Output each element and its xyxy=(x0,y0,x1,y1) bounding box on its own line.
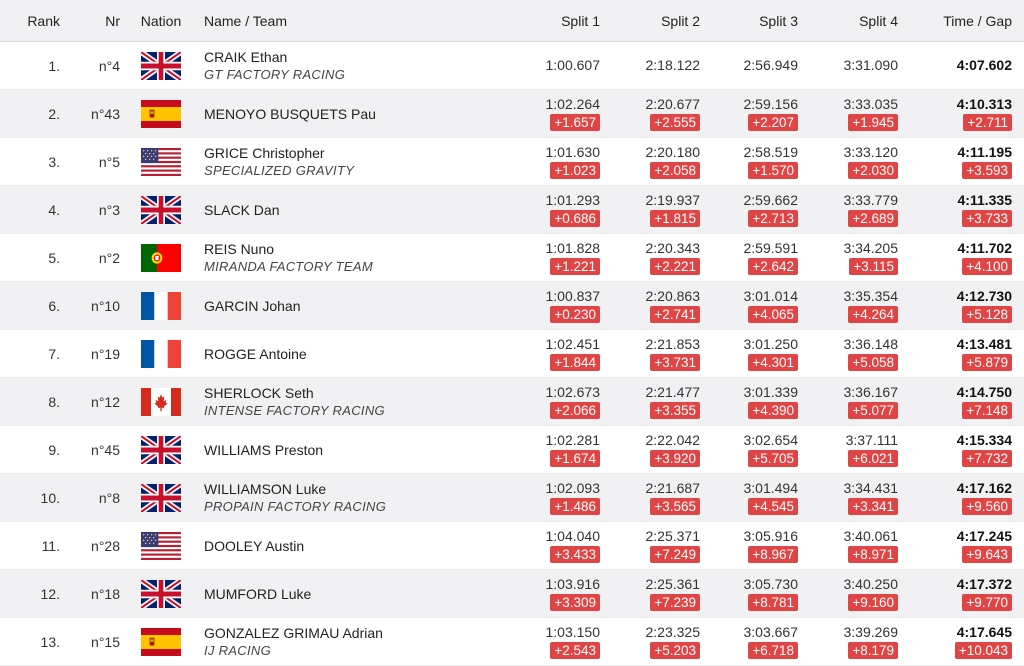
total-time-gap xyxy=(916,330,1012,377)
split-2 xyxy=(618,570,700,617)
rider-name[interactable]: GARCIN Johan xyxy=(204,297,301,314)
team-name[interactable]: PROPAIN FACTORY RACING xyxy=(204,498,387,514)
team-name[interactable]: GT FACTORY RACING xyxy=(204,66,346,82)
split-2-gap: +2.058 xyxy=(650,162,700,179)
split-2-gap: +3.565 xyxy=(650,498,700,515)
canada-flag-icon xyxy=(132,378,190,425)
team-name[interactable]: SPECIALIZED GRAVITY xyxy=(204,162,355,178)
split-3 xyxy=(716,618,798,665)
table-row[interactable] xyxy=(0,90,1024,138)
split-2 xyxy=(618,90,700,137)
split-4-time: 3:33.120 xyxy=(843,144,898,160)
split-3-gap: +5.705 xyxy=(748,450,798,467)
split-4-time: 3:39.269 xyxy=(843,624,898,640)
table-row[interactable] xyxy=(0,378,1024,426)
total-time-gap xyxy=(916,570,1012,617)
split-2 xyxy=(618,282,700,329)
split-4 xyxy=(814,330,898,377)
total-time: 4:14.750 xyxy=(956,384,1012,400)
split-4-gap: +2.689 xyxy=(848,210,898,227)
table-row[interactable] xyxy=(0,330,1024,378)
bib-number: n°4 xyxy=(98,57,120,74)
table-row[interactable] xyxy=(0,522,1024,570)
split-3-gap: +2.207 xyxy=(748,114,798,131)
total-time: 4:11.335 xyxy=(957,192,1012,208)
split-2-gap: +7.239 xyxy=(650,594,700,611)
split-4-gap: +5.058 xyxy=(848,354,898,371)
split-3-time: 2:59.662 xyxy=(743,192,798,208)
split-1-time: 1:01.293 xyxy=(545,192,600,208)
split-4-time: 3:34.205 xyxy=(843,240,898,256)
table-body xyxy=(0,42,1024,666)
total-gap: +2.711 xyxy=(963,114,1012,131)
split-1 xyxy=(520,618,600,665)
bib-number: n°10 xyxy=(91,297,120,314)
split-2-time: 2:21.853 xyxy=(645,336,700,352)
rank: 10. xyxy=(40,489,60,506)
split-1-time: 1:01.828 xyxy=(545,240,600,256)
rank: 7. xyxy=(48,345,60,362)
total-time-gap xyxy=(916,426,1012,473)
rank: 5. xyxy=(48,249,60,266)
rider-name[interactable]: SLACK Dan xyxy=(204,201,280,218)
split-1 xyxy=(520,330,600,377)
bib-number: n°18 xyxy=(91,585,120,602)
rider-name[interactable]: DOOLEY Austin xyxy=(204,537,305,554)
split-2-gap: +2.555 xyxy=(650,114,700,131)
split-3 xyxy=(716,570,798,617)
name-team xyxy=(204,42,524,89)
total-gap: +7.148 xyxy=(962,402,1012,419)
uk-flag-icon xyxy=(132,186,190,233)
bib-number: n°5 xyxy=(98,153,120,170)
total-time-gap xyxy=(916,522,1012,569)
header-split-4[interactable]: Split 4 xyxy=(859,12,898,29)
split-1-time: 1:03.150 xyxy=(545,624,600,640)
split-3 xyxy=(716,90,798,137)
split-4-gap: +6.021 xyxy=(848,450,898,467)
name-team xyxy=(204,234,524,281)
split-3 xyxy=(716,474,798,521)
rank: 8. xyxy=(48,393,60,410)
total-gap: +3.593 xyxy=(962,162,1012,179)
rank: 3. xyxy=(48,153,60,170)
split-4-gap: +8.971 xyxy=(848,546,898,563)
split-1 xyxy=(520,234,600,281)
split-1-gap: +2.066 xyxy=(550,402,600,419)
split-1-time: 1:03.916 xyxy=(545,576,600,592)
split-3 xyxy=(716,186,798,233)
split-2-gap: +5.203 xyxy=(650,642,700,659)
bib-number: n°28 xyxy=(91,537,120,554)
bib-number: n°45 xyxy=(91,441,120,458)
name-team xyxy=(204,474,524,521)
split-4 xyxy=(814,522,898,569)
spain-flag-icon xyxy=(132,618,190,665)
rider-name[interactable]: WILLIAMS Preston xyxy=(204,441,324,458)
split-4 xyxy=(814,138,898,185)
split-2-time: 2:25.371 xyxy=(645,528,700,544)
name-team xyxy=(204,90,524,137)
split-2 xyxy=(618,426,700,473)
name-team xyxy=(204,378,524,425)
split-4-gap: +4.264 xyxy=(848,306,898,323)
split-3-time: 3:01.014 xyxy=(743,288,798,304)
split-2 xyxy=(618,618,700,665)
split-1 xyxy=(520,522,600,569)
split-4-gap: +3.115 xyxy=(849,258,898,275)
rank: 4. xyxy=(48,201,60,218)
split-1-gap: +1.023 xyxy=(550,162,600,179)
split-3 xyxy=(716,282,798,329)
split-2 xyxy=(618,234,700,281)
total-time-gap xyxy=(916,186,1012,233)
split-1-time: 1:02.093 xyxy=(545,480,600,496)
split-2-gap: +2.221 xyxy=(650,258,700,275)
split-1-gap: +0.230 xyxy=(550,306,600,323)
split-1-time: 1:02.281 xyxy=(545,432,600,448)
split-4-gap: +9.160 xyxy=(848,594,898,611)
name-team xyxy=(204,426,524,473)
split-1-gap: +3.433 xyxy=(550,546,600,563)
split-1-gap: +1.221 xyxy=(550,258,600,275)
total-time: 4:12.730 xyxy=(956,288,1012,304)
total-gap: +3.733 xyxy=(962,210,1012,227)
bib-number: n°3 xyxy=(98,201,120,218)
split-1-time: 1:04.040 xyxy=(545,528,600,544)
split-2-time: 2:23.325 xyxy=(645,624,700,640)
split-3-gap: +6.718 xyxy=(748,642,798,659)
split-2-time: 2:18.122 xyxy=(645,57,700,73)
table-row[interactable] xyxy=(0,138,1024,186)
name-team xyxy=(204,570,524,617)
split-4 xyxy=(814,42,898,89)
name-team xyxy=(204,138,524,185)
split-3-time: 3:01.250 xyxy=(743,336,798,352)
total-time-gap xyxy=(916,618,1012,665)
split-1-gap: +1.674 xyxy=(550,450,600,467)
rank: 11. xyxy=(41,537,60,554)
split-2-time: 2:20.343 xyxy=(645,240,700,256)
table-row[interactable] xyxy=(0,474,1024,522)
total-time-gap xyxy=(916,234,1012,281)
split-3-gap: +2.642 xyxy=(748,258,798,275)
header-nation[interactable]: Nation xyxy=(140,12,182,29)
rider-name[interactable]: REIS Nuno xyxy=(204,240,275,257)
total-time: 4:15.334 xyxy=(956,432,1012,448)
split-4-time: 3:31.090 xyxy=(843,57,898,73)
split-2-gap: +7.249 xyxy=(650,546,700,563)
split-1-time: 1:02.264 xyxy=(545,96,600,112)
table-row[interactable] xyxy=(0,282,1024,330)
spain-flag-icon xyxy=(132,90,190,137)
header-rank[interactable]: Rank xyxy=(27,12,60,29)
rank: 12. xyxy=(40,585,60,602)
usa-flag-icon xyxy=(132,138,190,185)
split-2-gap: +1.815 xyxy=(650,210,700,227)
rider-name[interactable]: SHERLOCK Seth xyxy=(204,384,314,401)
split-4 xyxy=(814,618,898,665)
split-3-time: 3:01.339 xyxy=(743,384,798,400)
rider-name[interactable]: GONZALEZ GRIMAU Adrian xyxy=(204,624,383,641)
split-4 xyxy=(814,186,898,233)
split-3-gap: +4.545 xyxy=(748,498,798,515)
rank: 2. xyxy=(48,105,60,122)
table-header xyxy=(0,0,1024,42)
rank: 9. xyxy=(48,441,60,458)
split-2-time: 2:21.477 xyxy=(645,384,700,400)
split-3-time: 3:02.654 xyxy=(743,432,798,448)
split-3 xyxy=(716,426,798,473)
uk-flag-icon xyxy=(132,570,190,617)
name-team xyxy=(204,186,524,233)
split-2-time: 2:20.863 xyxy=(645,288,700,304)
total-time: 4:11.702 xyxy=(957,240,1012,256)
total-gap: +5.128 xyxy=(962,306,1012,323)
rider-name[interactable]: GRICE Christopher xyxy=(204,144,325,161)
split-3 xyxy=(716,378,798,425)
split-1-time: 1:00.837 xyxy=(545,288,600,304)
split-2-time: 2:19.937 xyxy=(645,192,700,208)
uk-flag-icon xyxy=(132,42,190,89)
table-row[interactable] xyxy=(0,426,1024,474)
split-2-gap: +3.355 xyxy=(650,402,700,419)
uk-flag-icon xyxy=(132,474,190,521)
rank: 13. xyxy=(40,633,60,650)
split-4-gap: +3.341 xyxy=(848,498,898,515)
split-2 xyxy=(618,186,700,233)
total-time-gap xyxy=(916,474,1012,521)
table-row[interactable] xyxy=(0,618,1024,666)
total-time-gap xyxy=(916,378,1012,425)
split-2-time: 2:22.042 xyxy=(645,432,700,448)
header-nr[interactable]: Nr xyxy=(105,12,120,29)
split-1 xyxy=(520,282,600,329)
bib-number: n°12 xyxy=(91,393,120,410)
split-4 xyxy=(814,282,898,329)
split-1-gap: +2.543 xyxy=(550,642,600,659)
rider-name[interactable]: CRAIK Ethan xyxy=(204,48,288,65)
split-4 xyxy=(814,570,898,617)
split-1-time: 1:02.673 xyxy=(545,384,600,400)
total-time: 4:17.372 xyxy=(956,576,1012,592)
split-2 xyxy=(618,378,700,425)
portugal-flag-icon xyxy=(132,234,190,281)
name-team xyxy=(204,330,524,377)
bib-number: n°15 xyxy=(91,633,120,650)
uk-flag-icon xyxy=(132,426,190,473)
split-2-time: 2:25.361 xyxy=(645,576,700,592)
header-time-gap[interactable]: Time / Gap xyxy=(943,12,1012,29)
name-team xyxy=(204,618,524,665)
split-1-time: 1:00.607 xyxy=(545,57,600,73)
split-4-time: 3:35.354 xyxy=(843,288,898,304)
split-3-gap: +4.390 xyxy=(748,402,798,419)
split-3-gap: +8.967 xyxy=(748,546,798,563)
split-3 xyxy=(716,522,798,569)
split-2-gap: +3.920 xyxy=(650,450,700,467)
total-time: 4:11.195 xyxy=(957,144,1012,160)
total-time-gap xyxy=(916,42,1012,89)
split-1 xyxy=(520,90,600,137)
split-1-gap: +3.309 xyxy=(550,594,600,611)
split-3 xyxy=(716,138,798,185)
header-name-team[interactable]: Name / Team xyxy=(204,12,287,29)
bib-number: n°43 xyxy=(91,105,120,122)
split-4-gap: +5.077 xyxy=(848,402,898,419)
total-time: 4:17.245 xyxy=(956,528,1012,544)
total-gap: +4.100 xyxy=(962,258,1012,275)
split-4-time: 3:37.111 xyxy=(845,432,898,448)
split-4 xyxy=(814,426,898,473)
split-4 xyxy=(814,378,898,425)
france-flag-icon xyxy=(132,282,190,329)
split-1 xyxy=(520,186,600,233)
rider-name[interactable]: WILLIAMSON Luke xyxy=(204,480,327,497)
table-row[interactable] xyxy=(0,234,1024,282)
split-2 xyxy=(618,474,700,521)
split-2 xyxy=(618,330,700,377)
table-row[interactable] xyxy=(0,42,1024,90)
table-row[interactable] xyxy=(0,570,1024,618)
rider-name[interactable]: MUMFORD Luke xyxy=(204,585,312,602)
rider-name[interactable]: ROGGE Antoine xyxy=(204,345,307,362)
split-1-time: 1:02.451 xyxy=(545,336,600,352)
total-gap: +5.879 xyxy=(962,354,1012,371)
split-2-gap: +3.731 xyxy=(650,354,700,371)
split-4 xyxy=(814,90,898,137)
split-4-time: 3:36.148 xyxy=(843,336,898,352)
split-3-time: 3:01.494 xyxy=(743,480,798,496)
split-1 xyxy=(520,474,600,521)
table-row[interactable] xyxy=(0,186,1024,234)
split-4-time: 3:40.061 xyxy=(843,528,898,544)
total-time: 4:10.313 xyxy=(956,96,1012,112)
split-4 xyxy=(814,474,898,521)
header-split-1[interactable]: Split 1 xyxy=(561,12,600,29)
split-4-time: 3:36.167 xyxy=(843,384,898,400)
split-3-time: 2:59.591 xyxy=(743,240,798,256)
split-3-gap: +1.570 xyxy=(748,162,798,179)
total-time-gap xyxy=(916,90,1012,137)
split-2 xyxy=(618,522,700,569)
total-time: 4:17.162 xyxy=(956,480,1012,496)
split-2 xyxy=(618,138,700,185)
split-1-gap: +1.657 xyxy=(550,114,600,131)
split-4-time: 3:33.035 xyxy=(843,96,898,112)
split-4-gap: +1.945 xyxy=(848,114,898,131)
split-1-gap: +1.486 xyxy=(550,498,600,515)
total-time: 4:13.481 xyxy=(956,336,1012,352)
split-3-time: 3:05.916 xyxy=(743,528,798,544)
split-1 xyxy=(520,426,600,473)
total-gap: +7.732 xyxy=(962,450,1012,467)
usa-flag-icon xyxy=(132,522,190,569)
split-3-gap: +4.301 xyxy=(748,354,798,371)
split-2 xyxy=(618,42,700,89)
split-3-time: 2:56.949 xyxy=(743,57,798,73)
split-3-time: 2:58.519 xyxy=(743,144,798,160)
total-gap: +9.560 xyxy=(962,498,1012,515)
total-gap: +10.043 xyxy=(955,642,1012,659)
total-gap: +9.643 xyxy=(962,546,1012,563)
split-3-gap: +2.713 xyxy=(748,210,798,227)
split-1-gap: +0.686 xyxy=(550,210,600,227)
split-2-time: 2:21.687 xyxy=(645,480,700,496)
name-team xyxy=(204,522,524,569)
total-time-gap xyxy=(916,138,1012,185)
split-3-time: 3:03.667 xyxy=(743,624,798,640)
split-4-time: 3:34.431 xyxy=(843,480,898,496)
split-4-gap: +8.179 xyxy=(848,642,898,659)
header-split-2[interactable]: Split 2 xyxy=(661,12,700,29)
split-3 xyxy=(716,234,798,281)
total-time: 4:17.645 xyxy=(956,624,1012,640)
total-time: 4:07.602 xyxy=(956,57,1012,73)
split-4-time: 3:40.250 xyxy=(843,576,898,592)
bib-number: n°8 xyxy=(98,489,120,506)
split-3-gap: +8.781 xyxy=(748,594,798,611)
split-1 xyxy=(520,378,600,425)
france-flag-icon xyxy=(132,330,190,377)
total-time-gap xyxy=(916,282,1012,329)
split-4-gap: +2.030 xyxy=(848,162,898,179)
rider-name[interactable]: MENOYO BUSQUETS Pau xyxy=(204,105,376,122)
split-1-gap: +1.844 xyxy=(550,354,600,371)
split-3 xyxy=(716,330,798,377)
split-1 xyxy=(520,570,600,617)
split-1-time: 1:01.630 xyxy=(545,144,600,160)
rank: 6. xyxy=(48,297,60,314)
split-3-time: 2:59.156 xyxy=(743,96,798,112)
split-4-time: 3:33.779 xyxy=(843,192,898,208)
split-1 xyxy=(520,42,600,89)
bib-number: n°19 xyxy=(91,345,120,362)
name-team xyxy=(204,282,524,329)
team-name[interactable]: MIRANDA FACTORY TEAM xyxy=(204,258,373,274)
split-4 xyxy=(814,234,898,281)
split-2-time: 2:20.180 xyxy=(645,144,700,160)
split-3-gap: +4.065 xyxy=(748,306,798,323)
split-2-gap: +2.741 xyxy=(650,306,700,323)
header-split-3[interactable]: Split 3 xyxy=(759,12,798,29)
total-gap: +9.770 xyxy=(962,594,1012,611)
split-1 xyxy=(520,138,600,185)
rank: 1. xyxy=(48,57,60,74)
team-name[interactable]: IJ RACING xyxy=(204,642,271,658)
split-3 xyxy=(716,42,798,89)
team-name[interactable]: INTENSE FACTORY RACING xyxy=(204,402,385,418)
bib-number: n°2 xyxy=(98,249,120,266)
split-2-time: 2:20.677 xyxy=(645,96,700,112)
split-3-time: 3:05.730 xyxy=(743,576,798,592)
